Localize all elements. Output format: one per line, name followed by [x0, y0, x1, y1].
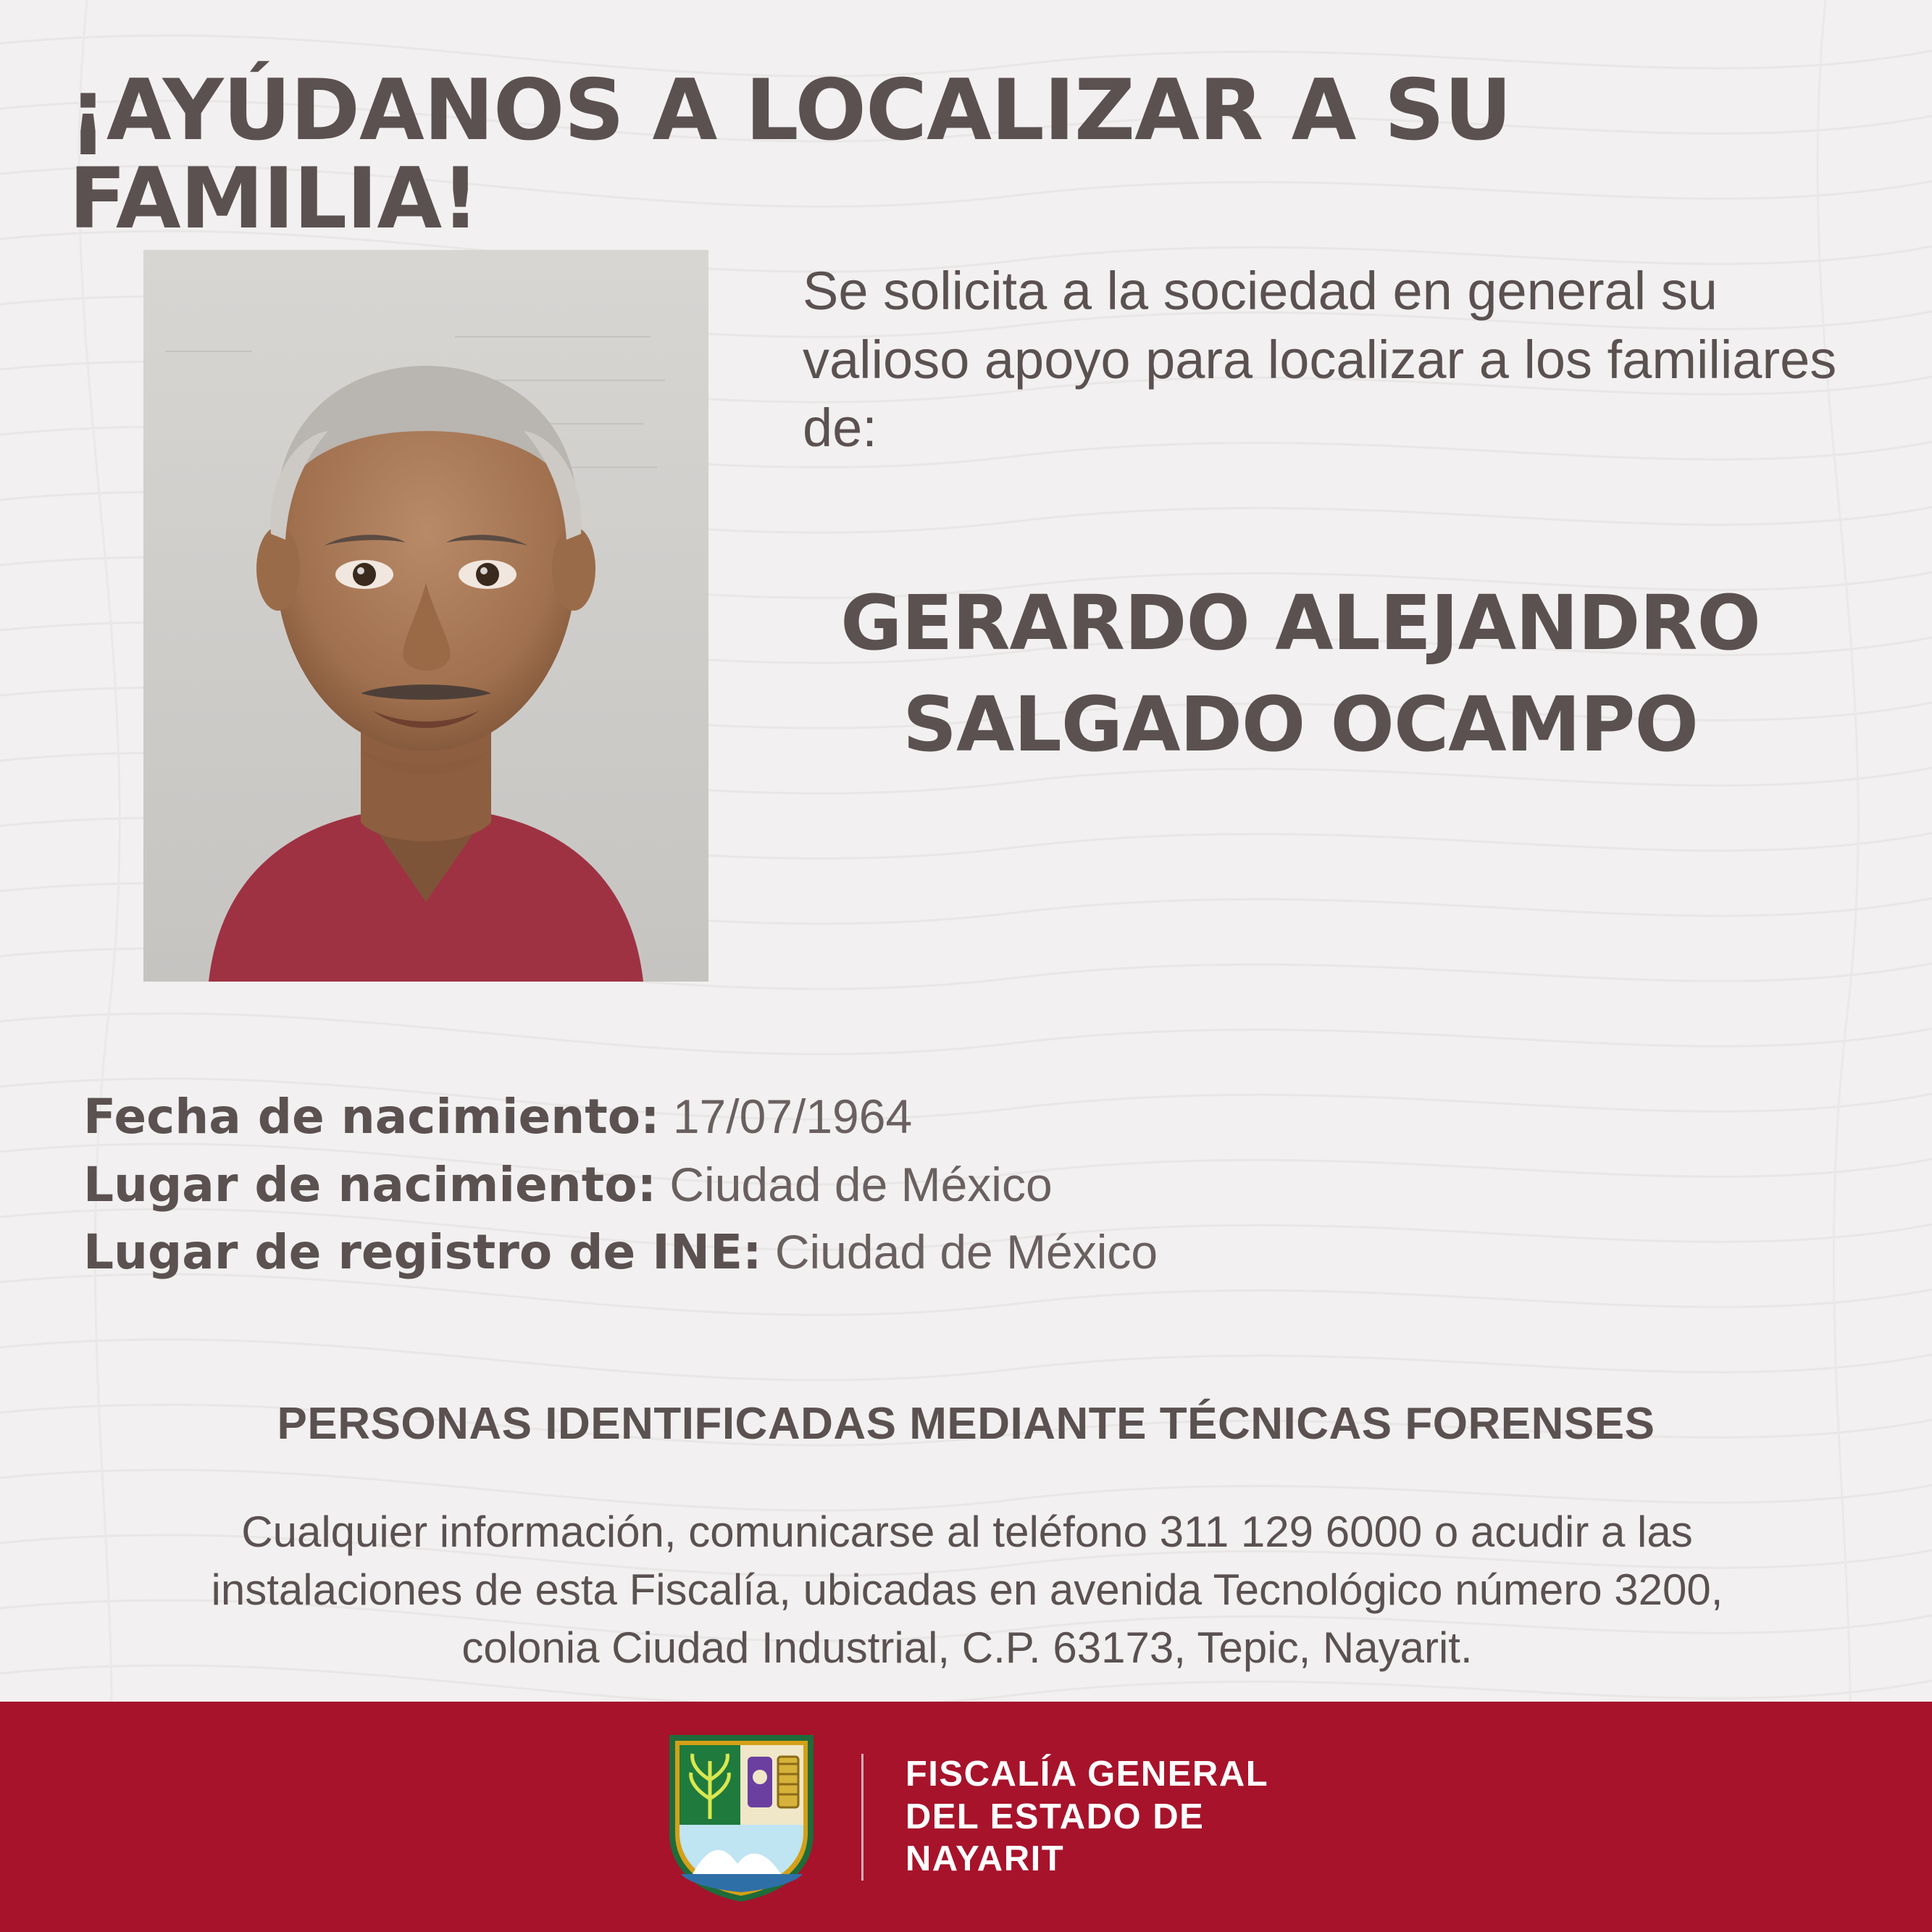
detail-row: [83, 1083, 1858, 1151]
page-title: ¡AYÚDANOS A LOCALIZAR A SU FAMILIA!: [69, 62, 1512, 248]
org-line-1: FISCALÍA GENERAL: [905, 1754, 1269, 1794]
organization-name: [906, 1753, 1268, 1881]
detail-value-birthplace: Ciudad de México: [669, 1157, 1053, 1211]
intro-text: Se solicita a la sociedad en general su valioso apoyo para localizar a los familiares de:: [803, 261, 1837, 459]
footer-bar: [0, 1702, 1932, 1932]
contact-info: [69, 1503, 1865, 1676]
footer-divider: [861, 1754, 863, 1881]
detail-label-ine-place: Lugar de registro de INE:: [83, 1224, 762, 1281]
detail-row: [83, 1218, 1858, 1287]
contact-line-2: instalaciones de esta Fiscalía, ubicadas en avenida Tecnológico número 3200,: [211, 1565, 1723, 1614]
person-name-line2: SALGADO OCAMPO: [903, 680, 1698, 769]
detail-label-birthplace: Lugar de nacimiento:: [83, 1156, 657, 1213]
person-photo: [143, 250, 708, 982]
detail-label-birthdate: Fecha de nacimiento:: [83, 1089, 660, 1145]
org-line-2: DEL ESTADO DE: [905, 1797, 1205, 1836]
person-name: [746, 572, 1854, 776]
detail-row: [83, 1151, 1858, 1219]
escudo-nayarit-icon: [664, 1732, 819, 1902]
contact-line-1: Cualquier información, comunicarse al teléfono 311 129 6000 o acudir a las: [241, 1507, 1693, 1556]
detail-value-birthdate: 17/07/1964: [672, 1090, 913, 1143]
person-name-line1: GERARDO ALEJANDRO: [840, 579, 1760, 667]
forensic-note: PERSONAS IDENTIFICADAS MEDIANTE TÉCNICAS FORENSES: [277, 1399, 1655, 1449]
detail-value-ine-place: Ciudad de México: [774, 1225, 1158, 1279]
contact-line-3: colonia Ciudad Industrial, C.P. 63173, Tepic, Nayarit.: [461, 1623, 1473, 1672]
details-list: [83, 1083, 1858, 1287]
org-line-3: NAYARIT: [905, 1839, 1065, 1879]
